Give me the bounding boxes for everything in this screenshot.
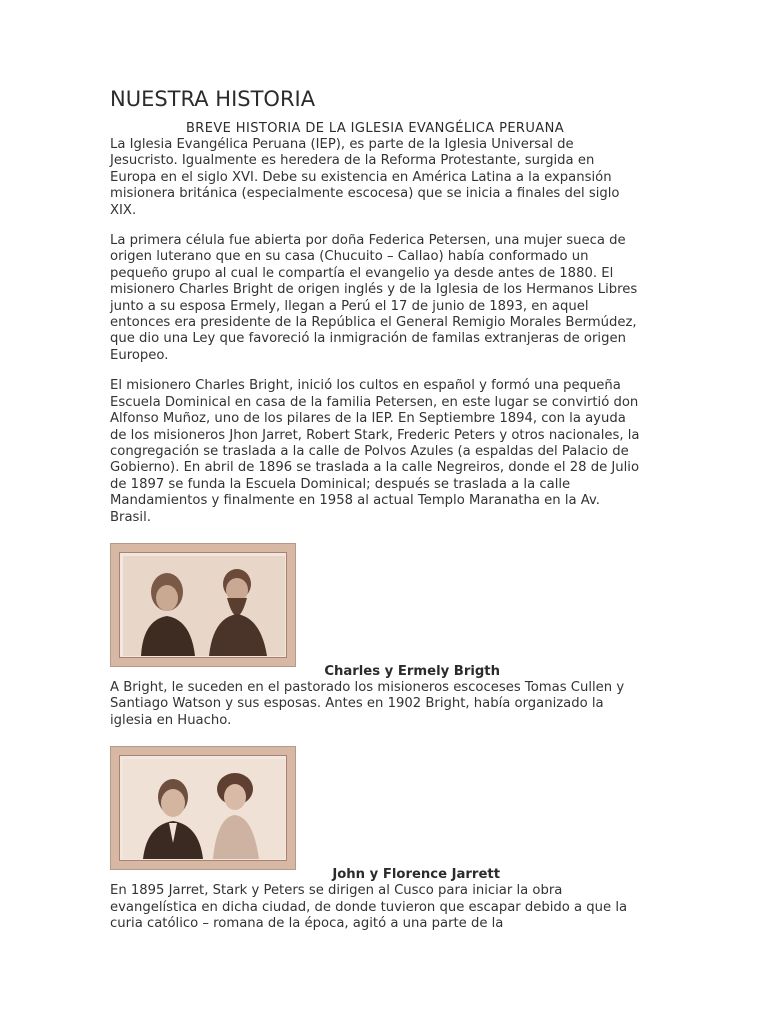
portrait-sepia-couple	[123, 759, 285, 859]
photo-frame	[110, 746, 296, 870]
portrait-sepia-couple	[123, 556, 285, 656]
page-title: NUESTRA HISTORIA	[110, 87, 316, 111]
paragraph-intro: La Iglesia Evangélica Peruana (IEP), es parte de la Iglesia Universal de Jesucristo. Igualmente es heredera de la Reforma Protestante, surgida en Europa en el siglo XVI. Debe su existencia en América Latina a la expansión misionera británica (especialmente escocesa) que se inicia a finales del siglo XIX.	[110, 137, 620, 218]
photo-charles-ermely	[110, 543, 650, 673]
photo2-caption: John y Florence Jarrett	[332, 867, 500, 883]
paragraph-bright: El misionero Charles Bright, inició los cultos en español y formó una pequeña Escuela Dominical en casa de la familia Petersen, en este lugar se convirtió don Alfonso Muñoz, uno de los pilares de la IEP. En Septiembre 1894, con la ayuda de los misioneros Jhon Jarret, Robert Stark, Frederic Peters y otros nacionales, la congregación se traslada a la calle de Polvos Azules (a espaldas del Palacio de Gobierno). En abril de 1896 se traslada a la calle Negreiros, donde el 28 de Julio de 1897 se funda la Escuela Dominical; después se traslada a la calle Mandamientos y finalmente en 1958 al actual Templo Maranatha en la Av. Brasil.	[110, 378, 640, 525]
paragraph-successors: A Bright, le suceden en el pastorado los misioneros escoceses Tomas Cullen y Santiago Watson y sus esposas. Antes en 1902 Bright, había organizado la iglesia en Huacho.	[110, 679, 625, 728]
photo1-caption: Charles y Ermely Brigth	[324, 663, 500, 679]
photo-frame	[110, 543, 296, 667]
paragraph-first-cell: La primera célula fue abierta por doña Federica Petersen, una mujer sueca de origen luterano que en su casa (Chucuito – Callao) había conformado un pequeño grupo al cual le compartía el evangelio ya desde antes de 1880. El misionero Charles Bright de origen inglés y de la Iglesia de los Hermanos Libres junto a su esposa Ermely, llegan a Perú el 17 de junio de 1893, en aquel entonces era presidente de la República el General Remigio Morales Bermúdez, que dio una Ley que favoreció la inmigración de familas extranjeras de origen Europeo.	[110, 233, 638, 363]
paragraph-cusco: En 1895 Jarret, Stark y Peters se dirigen al Cusco para iniciar la obra evangelística en dicha ciudad, de donde tuvieron que escapar debido a que la curia católico – romana de la época, agitó a una parte de la	[110, 883, 628, 931]
document-page	[110, 86, 650, 932]
photo-john-florence	[110, 746, 650, 876]
section-subtitle: BREVE HISTORIA DE LA IGLESIA EVANGÉLICA PERUANA	[185, 121, 564, 136]
